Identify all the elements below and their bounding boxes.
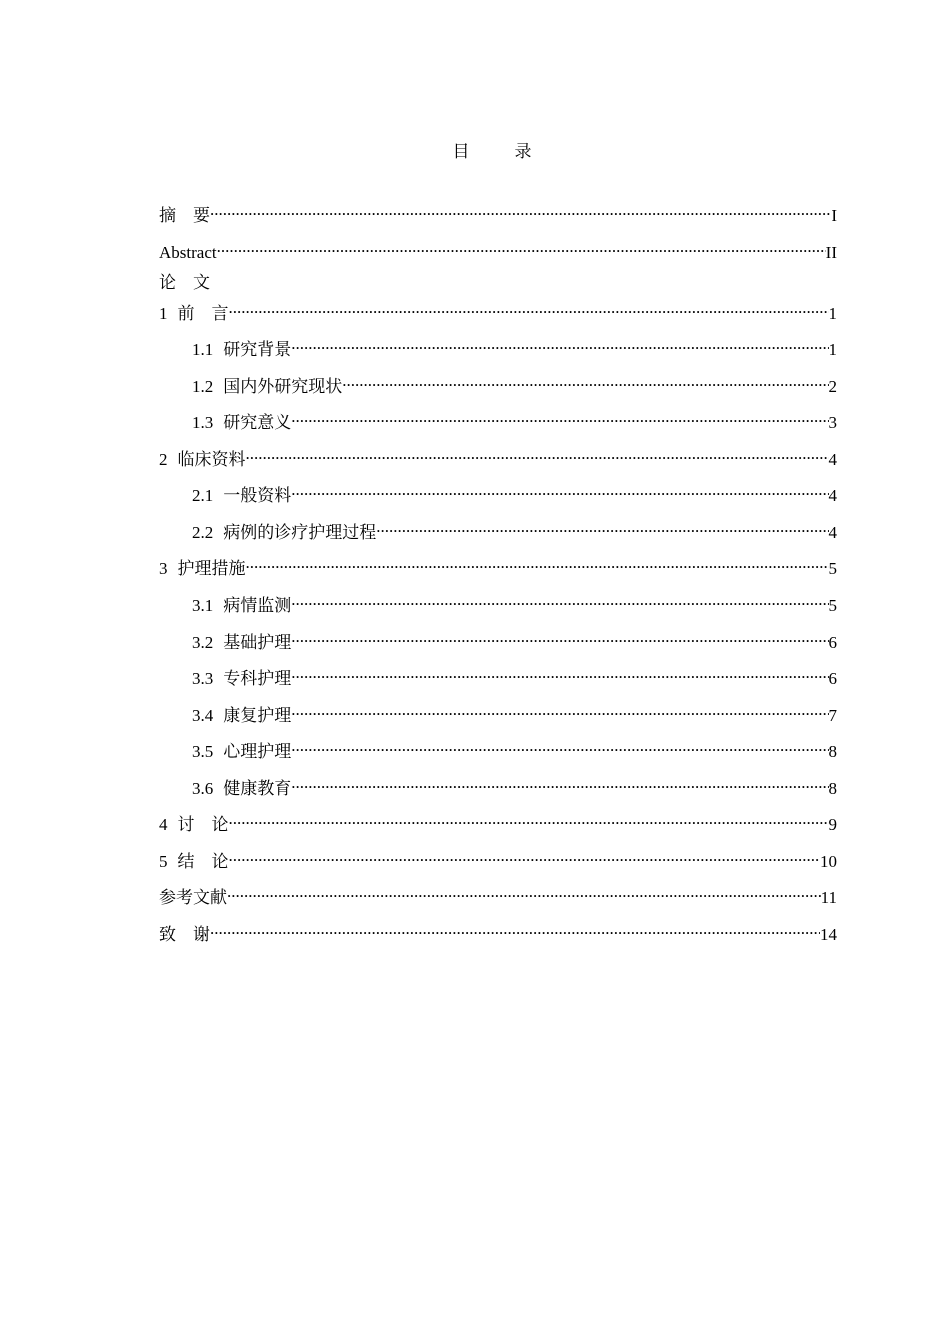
toc-leader-dots bbox=[246, 552, 829, 574]
toc-entry-label: 临床资料 bbox=[177, 450, 246, 469]
toc-entry-page: 6 bbox=[828, 669, 837, 688]
toc-entry-number: 5 bbox=[159, 852, 168, 871]
toc-entry-label: 研究背景 bbox=[223, 340, 292, 359]
toc-entry-acknowledgements[interactable] bbox=[159, 918, 837, 944]
toc-entry-abstract-en[interactable] bbox=[159, 236, 837, 262]
toc-entry-2-2[interactable] bbox=[192, 516, 837, 542]
toc-entry-1-2[interactable] bbox=[192, 370, 837, 396]
toc-leader-dots bbox=[291, 735, 828, 757]
toc-entry-label: 病例的诊疗护理过程 bbox=[223, 523, 377, 542]
toc-entry-label: 前 言 bbox=[177, 304, 229, 323]
toc-leader-dots bbox=[229, 845, 821, 867]
section-heading: 论 文 bbox=[159, 273, 210, 292]
toc-entry-label: 研究意义 bbox=[223, 413, 292, 432]
toc-entry-page: I bbox=[831, 206, 837, 225]
toc-leader-dots bbox=[229, 297, 829, 319]
toc-entry-page: II bbox=[825, 243, 837, 262]
toc-leader-dots bbox=[291, 662, 828, 684]
toc-entry-3-1[interactable] bbox=[192, 589, 837, 615]
toc-leader-dots bbox=[342, 370, 828, 392]
toc-entry-3-5[interactable] bbox=[192, 735, 837, 761]
toc-entry-1-1[interactable] bbox=[192, 333, 837, 359]
toc-entry-label: 健康教育 bbox=[223, 779, 292, 798]
toc-leader-dots bbox=[229, 808, 829, 830]
toc-leader-dots bbox=[291, 699, 828, 721]
toc-leader-dots bbox=[291, 479, 828, 501]
toc-entry-page: 7 bbox=[828, 706, 837, 725]
toc-leader-dots bbox=[291, 589, 828, 611]
toc-entry-number: 3.4 bbox=[192, 706, 214, 725]
toc-leader-dots bbox=[291, 626, 828, 648]
toc-entry-page: 1 bbox=[828, 304, 837, 323]
toc-entry-number: 3 bbox=[159, 559, 168, 578]
toc-leader-dots bbox=[210, 918, 820, 940]
toc-entry-page: 14 bbox=[820, 925, 837, 944]
toc-leader-dots bbox=[227, 881, 821, 903]
toc-entry-label: Abstract bbox=[159, 243, 217, 262]
toc-leader-dots bbox=[246, 443, 829, 465]
toc-entry-3-3[interactable] bbox=[192, 662, 837, 688]
toc-entry-3-4[interactable] bbox=[192, 699, 837, 725]
toc-entry-page: 8 bbox=[828, 779, 837, 798]
toc-entry-page: 4 bbox=[828, 523, 837, 542]
toc-entry-page: 1 bbox=[828, 340, 837, 359]
toc-entry-page: 10 bbox=[820, 852, 837, 871]
toc-entry-1-3[interactable] bbox=[192, 406, 837, 432]
toc-entry-page: 8 bbox=[828, 742, 837, 761]
toc-entry-number: 4 bbox=[159, 815, 168, 834]
toc-title: 目 录 bbox=[452, 142, 546, 161]
toc-entry-number: 2 bbox=[159, 450, 168, 469]
toc-entry-3[interactable] bbox=[159, 552, 837, 578]
toc-entry-number: 3.6 bbox=[192, 779, 214, 798]
toc-entry-number: 1 bbox=[159, 304, 168, 323]
toc-entry-page: 6 bbox=[828, 633, 837, 652]
toc-entry-number: 3.1 bbox=[192, 596, 214, 615]
toc-entry-label: 参考文献 bbox=[159, 888, 227, 907]
toc-leader-dots bbox=[210, 199, 831, 221]
toc-entry-number: 1.2 bbox=[192, 377, 214, 396]
toc-entry-number: 2.2 bbox=[192, 523, 214, 542]
toc-entry-page: 2 bbox=[828, 377, 837, 396]
toc-entry-page: 9 bbox=[828, 815, 837, 834]
toc-entry-number: 3.5 bbox=[192, 742, 214, 761]
toc-entry-page: 3 bbox=[828, 413, 837, 432]
toc-leader-dots bbox=[291, 333, 828, 355]
toc-entry-number: 1.1 bbox=[192, 340, 214, 359]
toc-leader-dots bbox=[217, 236, 826, 258]
toc-entry-label: 结 论 bbox=[177, 852, 229, 871]
toc-entry-5[interactable] bbox=[159, 845, 837, 871]
toc-entry-label: 护理措施 bbox=[177, 559, 246, 578]
toc-entry-label: 讨 论 bbox=[177, 815, 229, 834]
toc-entry-page: 4 bbox=[828, 486, 837, 505]
toc-entry-page: 5 bbox=[828, 596, 837, 615]
toc-entry-abstract-cn[interactable] bbox=[159, 199, 837, 225]
toc-entry-label: 基础护理 bbox=[223, 633, 292, 652]
toc-entry-page: 11 bbox=[820, 888, 837, 907]
toc-entry-label: 专科护理 bbox=[223, 669, 292, 688]
toc-leader-dots bbox=[291, 406, 828, 428]
toc-entry-label: 致 谢 bbox=[159, 925, 210, 944]
toc-entry-1[interactable] bbox=[159, 297, 837, 323]
toc-entry-4[interactable] bbox=[159, 808, 837, 834]
toc-entry-2[interactable] bbox=[159, 443, 837, 469]
toc-entry-number: 3.3 bbox=[192, 669, 214, 688]
toc-entry-label: 心理护理 bbox=[223, 742, 292, 761]
toc-entry-label: 国内外研究现状 bbox=[223, 377, 343, 396]
toc-entry-number: 3.2 bbox=[192, 633, 214, 652]
toc-entry-label: 一般资料 bbox=[223, 486, 292, 505]
toc-entry-3-2[interactable] bbox=[192, 626, 837, 652]
toc-entry-page: 4 bbox=[828, 450, 837, 469]
toc-leader-dots bbox=[376, 516, 828, 538]
toc-leader-dots bbox=[291, 772, 828, 794]
toc-entry-label: 病情监测 bbox=[223, 596, 292, 615]
toc-entry-number: 1.3 bbox=[192, 413, 214, 432]
toc-entry-3-6[interactable] bbox=[192, 772, 837, 798]
toc-entry-2-1[interactable] bbox=[192, 479, 837, 505]
toc-entry-references[interactable] bbox=[159, 881, 837, 907]
toc-entry-page: 5 bbox=[828, 559, 837, 578]
toc-entry-number: 2.1 bbox=[192, 486, 214, 505]
toc-entry-label: 康复护理 bbox=[223, 706, 292, 725]
toc-entry-label: 摘 要 bbox=[159, 206, 210, 225]
